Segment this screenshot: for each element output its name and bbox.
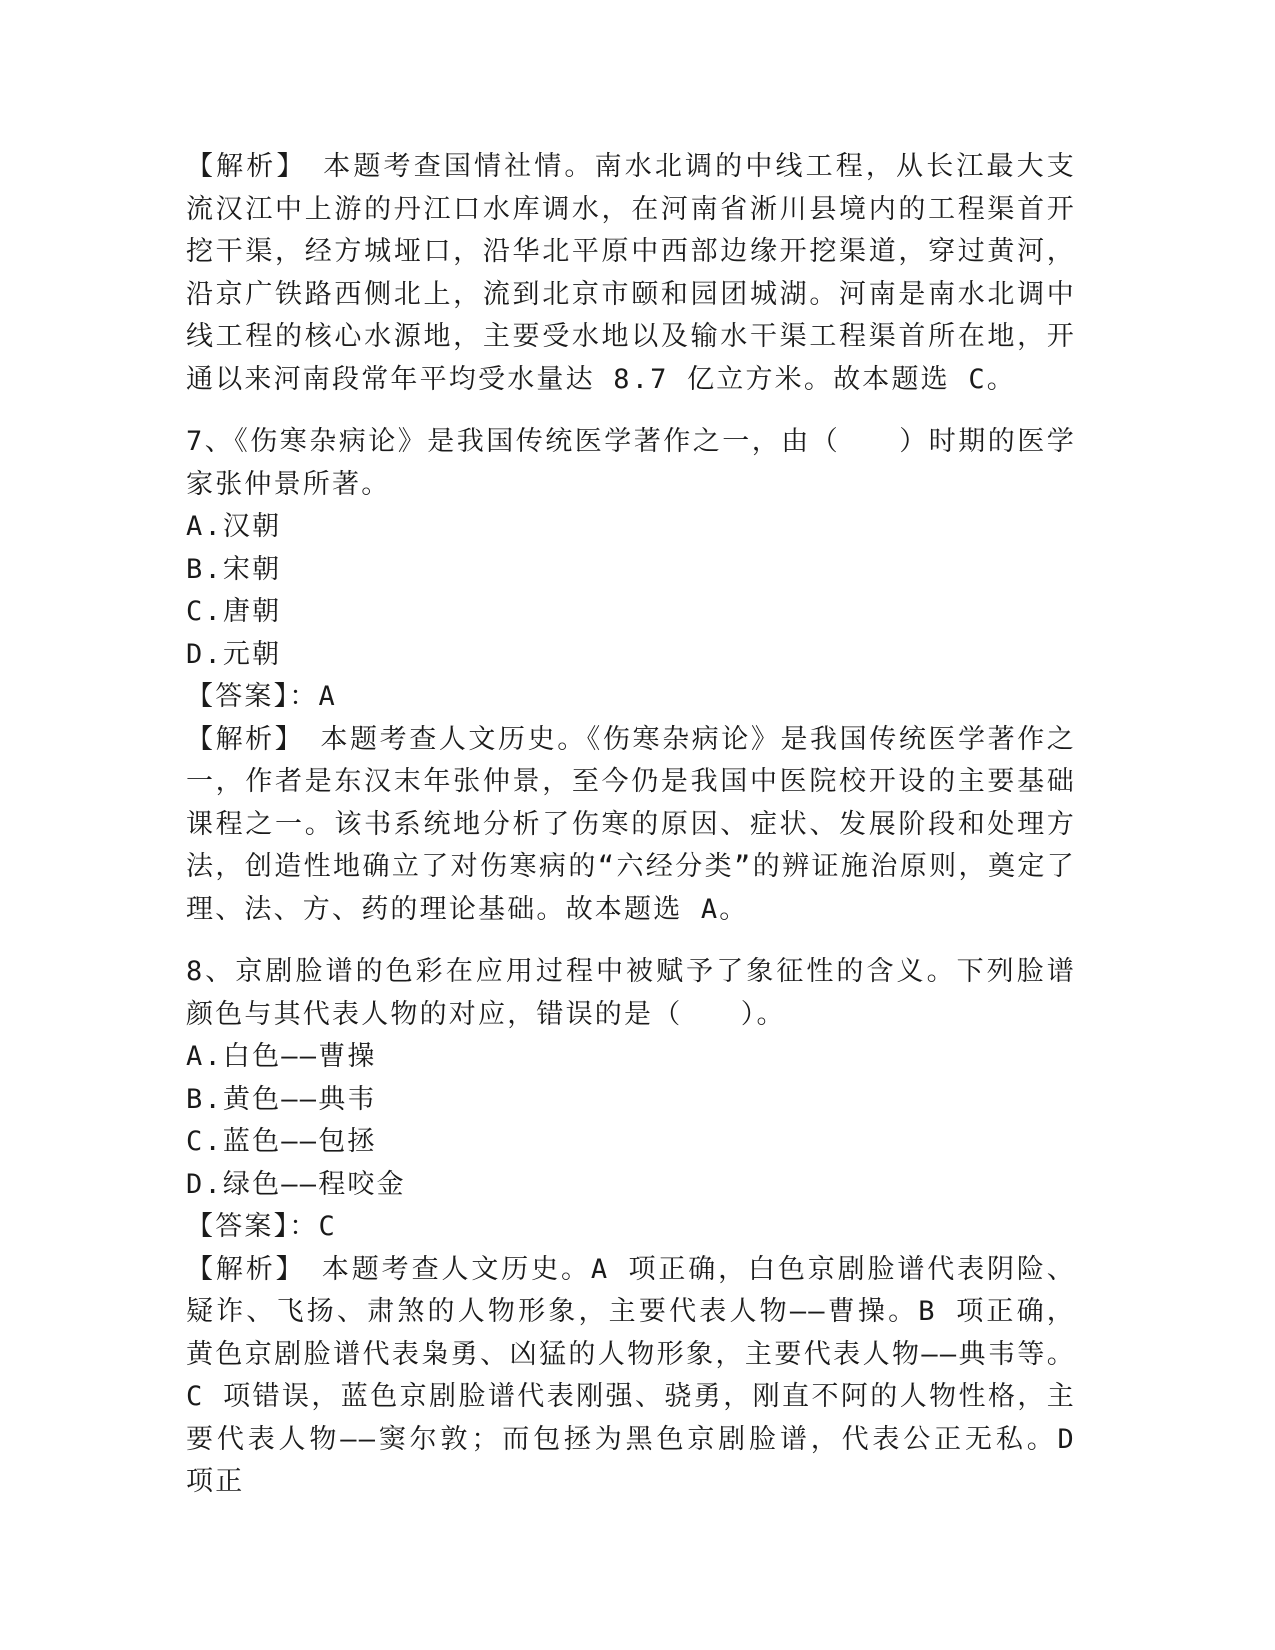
q7-option-c: C.唐朝	[186, 596, 282, 627]
q7-answer-label: 【答案】：	[186, 681, 319, 712]
q7-answer-value: A	[318, 681, 337, 712]
q8-answer	[186, 1206, 1076, 1249]
q8-answer-label: 【答案】：	[186, 1211, 319, 1242]
q8-option-a: A.白色——曹操	[186, 1041, 377, 1072]
q6-analysis-text: 本题考查国情社情。南水北调的中线工程，从长江最大支流汉江中上游的丹江口水库调水，在河南省淅川县境内的工程渠首开挖干渠，经方城垭口，沿华北平原中西部边缘开挖渠道，穿过黄河，沿京广铁路西侧北上，流到北京市颐和园团城湖。河南是南水北调中线工程的核心水源地，主要受水地以及输水干渠工程渠首所在地，开通以来河南段常年平均受水量达 8.7 亿立方米。故本题选 C。	[186, 151, 1076, 395]
q8-analysis	[186, 1249, 1076, 1504]
q8-option-d: D.绿色——程咬金	[186, 1168, 406, 1200]
q7-option-b: B.宋朝	[186, 553, 282, 585]
q8-analysis-label: 【解析】	[186, 1253, 293, 1285]
document-page	[186, 146, 1076, 1504]
q7-analysis-text: 本题考查人文历史。《伤寒杂病论》是我国传统医学著作之一，作者是东汉末年张仲景，至今仍是我国中医院校开设的主要基础课程之一。该书系统地分析了伤寒的原因、症状、发展阶段和处理方法，创造性地确立了对伤寒病的“六经分类”的辨证施治原则，奠定了理、法、方、药的理论基础。故本题选 A。	[186, 723, 1076, 925]
q7-option-d: D.元朝	[186, 638, 282, 670]
q6-analysis-label: 【解析】	[186, 151, 294, 182]
q6-analysis	[186, 146, 1076, 401]
q8-analysis-text: 本题考查人文历史。A 项正确，白色京剧脸谱代表阴险、疑诈、飞扬、肃煞的人物形象，主要代表人物——曹操。B 项正确，黄色京剧脸谱代表枭勇、凶猛的人物形象，主要代表人物——典韦等。C 项错误，蓝色京剧脸谱代表刚强、骁勇，刚直不阿的人物性格，主要代表人物——窦尔敦；而包拯为黑色京剧脸谱，代表公正无私。D 项正	[186, 1253, 1076, 1497]
q7-answer	[186, 676, 1076, 719]
q7-option-a: A.汉朝	[186, 511, 282, 542]
q7-stem: 7、《伤寒杂病论》是我国传统医学著作之一，由（ ）时期的医学家张仲景所著。	[186, 426, 1076, 500]
q8-stem: 8、京剧脸谱的色彩在应用过程中被赋予了象征性的含义。下列脸谱颜色与其代表人物的对应，错误的是（ ）。	[186, 956, 1076, 1030]
q7-analysis	[186, 719, 1076, 932]
q7-analysis-label: 【解析】	[186, 723, 291, 755]
q8-answer-value: C	[318, 1211, 337, 1242]
q8-option-c: C.蓝色——包拯	[186, 1126, 377, 1157]
q8-option-b: B.黄色——典韦	[186, 1083, 377, 1115]
